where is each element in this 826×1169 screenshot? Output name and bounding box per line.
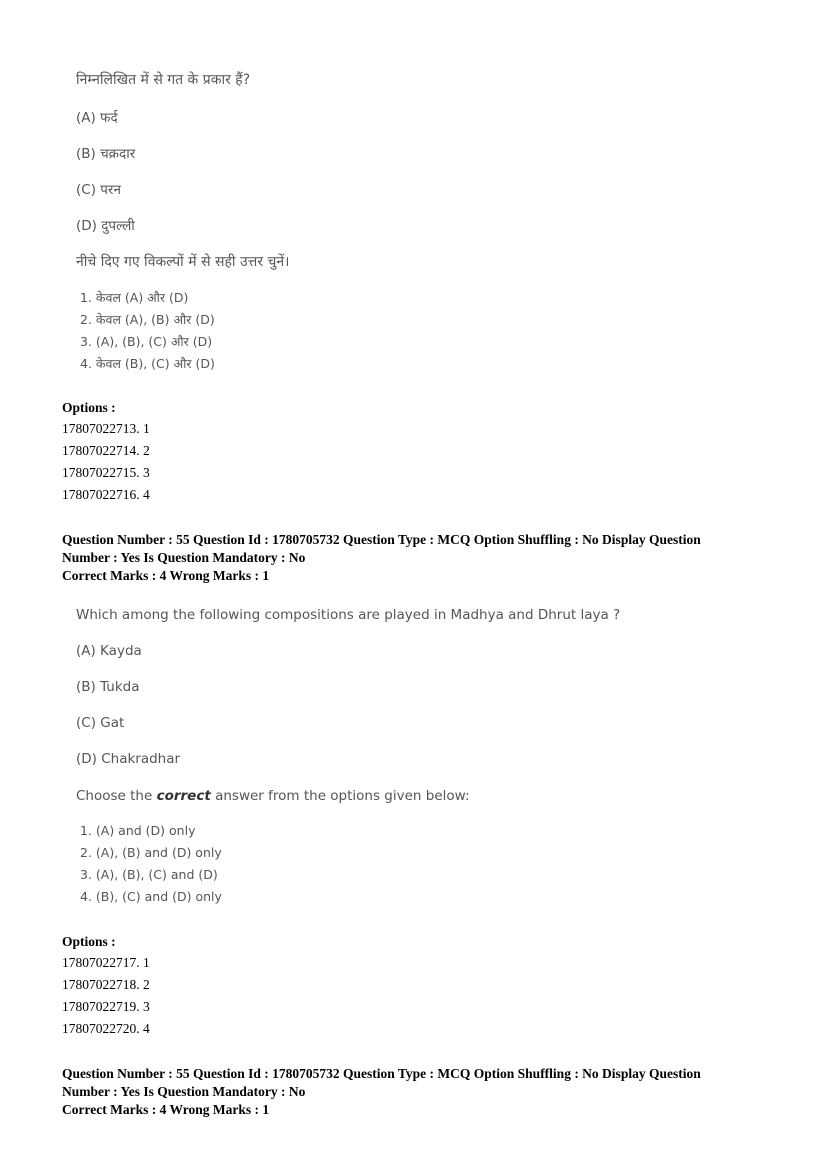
question-2-option-2: 17807022718. 2 bbox=[62, 977, 150, 992]
question-2-instruction-emphasis: correct bbox=[156, 788, 211, 804]
question-2-meta-line-3: Correct Marks : 4 Wrong Marks : 1 bbox=[62, 568, 270, 583]
question-2-statement-b: (B) Tukda bbox=[76, 679, 140, 695]
question-1-choice-2: 2. केवल (A), (B) और (D) bbox=[80, 312, 215, 327]
question-1-choice-3: 3. (A), (B), (C) और (D) bbox=[80, 334, 213, 349]
question-3-meta-line-3: Correct Marks : 4 Wrong Marks : 1 bbox=[62, 1102, 270, 1117]
question-2-statement-d: (D) Chakradhar bbox=[76, 751, 181, 767]
question-1-instruction: नीचे दिए गए विकल्पों में से सही उत्तर चुनें। bbox=[76, 254, 290, 270]
question-2-instruction-pre: Choose the bbox=[76, 788, 157, 804]
question-1-option-3: 17807022715. 3 bbox=[62, 465, 150, 480]
question-1-statement-d: (D) दुपल्ली bbox=[76, 218, 135, 234]
question-2-instruction-post: answer from the options given below: bbox=[210, 788, 470, 804]
question-2-instruction bbox=[76, 788, 470, 804]
question-3-meta-line-2: Number : Yes Is Question Mandatory : No bbox=[62, 1084, 306, 1099]
question-1-choice-1: 1. केवल (A) और (D) bbox=[80, 290, 189, 305]
question-2-choice-3: 3. (A), (B), (C) and (D) bbox=[80, 867, 218, 882]
question-1-stem: निम्नलिखित में से गत के प्रकार हैं? bbox=[76, 72, 251, 88]
question-1-option-1: 17807022713. 1 bbox=[62, 421, 150, 436]
question-2-meta-line-1: Question Number : 55 Question Id : 1780705732 Question Type : MCQ Option Shuffling : No Display Question bbox=[62, 532, 701, 547]
question-1-options-label: Options : bbox=[62, 400, 116, 415]
question-2-statement-c: (C) Gat bbox=[76, 715, 125, 731]
question-2-choice-1: 1. (A) and (D) only bbox=[80, 823, 196, 838]
question-2-choice-2: 2. (A), (B) and (D) only bbox=[80, 845, 222, 860]
question-2-option-1: 17807022717. 1 bbox=[62, 955, 150, 970]
question-1-choice-4: 4. केवल (B), (C) और (D) bbox=[80, 356, 215, 371]
question-2-statement-a: (A) Kayda bbox=[76, 643, 142, 659]
question-3-meta-line-1: Question Number : 55 Question Id : 1780705732 Question Type : MCQ Option Shuffling : No Display Question bbox=[62, 1066, 701, 1081]
question-2-meta-line-2: Number : Yes Is Question Mandatory : No bbox=[62, 550, 306, 565]
question-2-stem: Which among the following compositions are played in Madhya and Dhrut laya ? bbox=[76, 607, 621, 623]
question-2-options-label: Options : bbox=[62, 934, 116, 949]
question-2-choice-4: 4. (B), (C) and (D) only bbox=[80, 889, 222, 904]
question-2-option-3: 17807022719. 3 bbox=[62, 999, 150, 1014]
question-1-option-4: 17807022716. 4 bbox=[62, 487, 150, 502]
question-1-statement-a: (A) फर्द bbox=[76, 110, 118, 126]
question-2-option-4: 17807022720. 4 bbox=[62, 1021, 150, 1036]
question-1-statement-b: (B) चक्रदार bbox=[76, 146, 136, 162]
question-1-option-2: 17807022714. 2 bbox=[62, 443, 150, 458]
question-1-statement-c: (C) परन bbox=[76, 182, 121, 198]
